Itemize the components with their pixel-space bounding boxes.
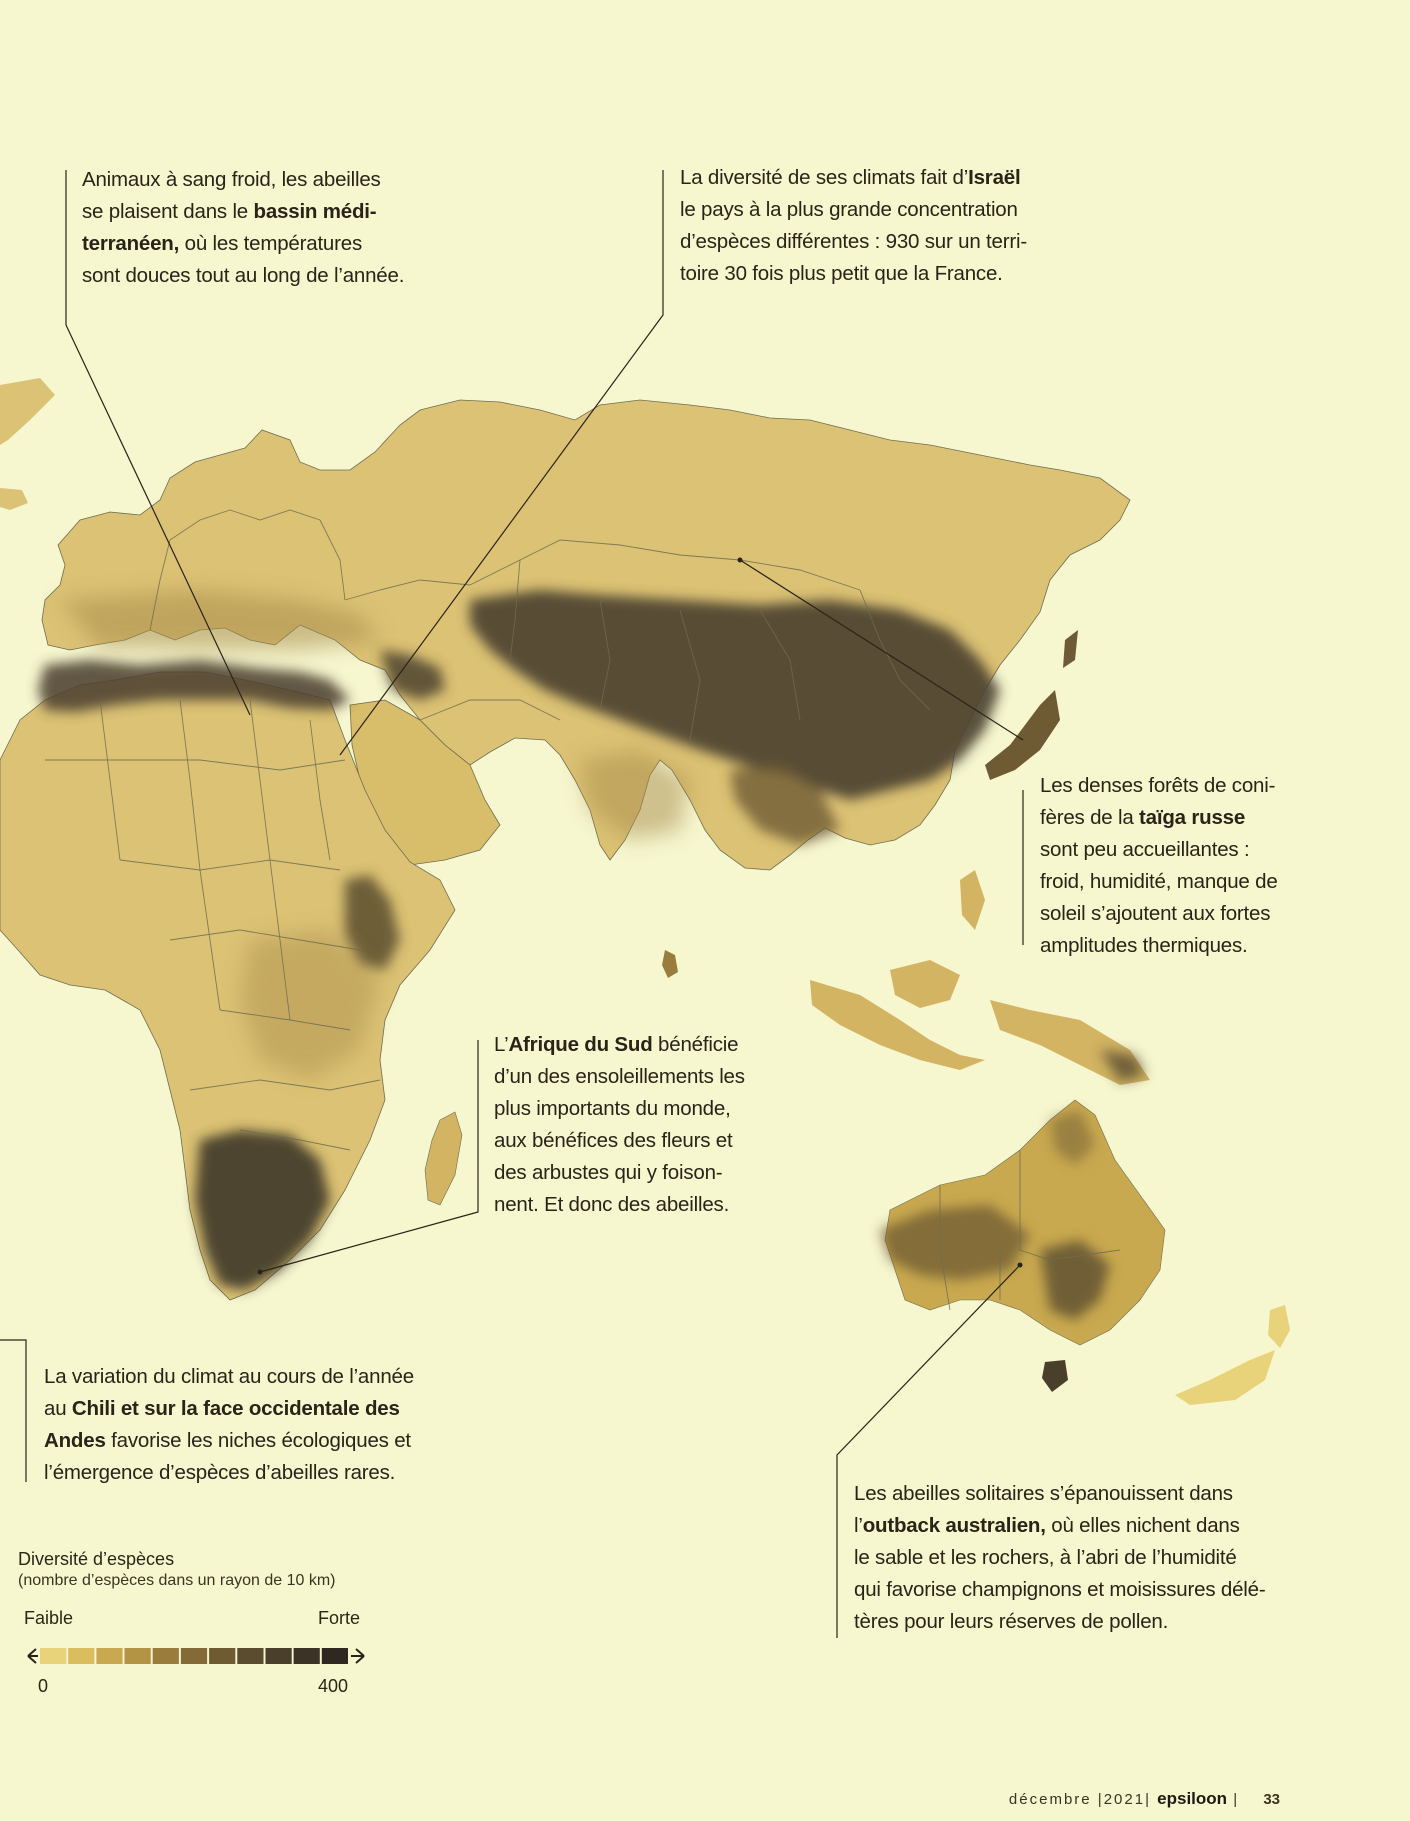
annotation-text: tères pour leurs réserves de pollen.	[854, 1610, 1169, 1633]
annotation-text: d’espèces différentes : 930 sur un terri-	[680, 230, 1027, 253]
legend-scale-cell	[294, 1648, 320, 1664]
annotation-bold-text: Andes	[44, 1429, 106, 1452]
arrow-left-icon	[28, 1649, 38, 1663]
arrow-right-icon	[351, 1649, 364, 1663]
footer-year: 2021	[1103, 1791, 1146, 1808]
annotation-text: Animaux à sang froid, les abeilles	[82, 168, 381, 191]
callout-line-chile	[0, 1340, 26, 1482]
legend-scale-cell	[40, 1648, 66, 1664]
annotation-text: des arbustes qui y foison-	[494, 1161, 723, 1184]
annotation-line	[1040, 802, 1278, 834]
annotation-bold-text: outback australien,	[862, 1514, 1046, 1537]
legend-scale-cell	[125, 1648, 151, 1664]
legend-min-value: 0	[38, 1676, 49, 1696]
landmass-sri-lanka	[662, 950, 678, 978]
callout-dot-south-africa	[258, 1270, 263, 1275]
annotation-line	[494, 1125, 745, 1157]
annotation-line	[680, 194, 1027, 226]
annotation-text: l’	[854, 1514, 863, 1537]
annotation-text: favorise les niches écologiques et	[105, 1429, 411, 1452]
annotation-text: nent. Et donc des abeilles.	[494, 1193, 730, 1216]
landmass-madagascar	[425, 1112, 462, 1205]
page-footer	[1009, 1789, 1280, 1809]
annotation-text: soleil s’ajoutent aux fortes	[1040, 902, 1271, 925]
legend-scale-cell	[209, 1648, 235, 1664]
annotation-text: où elles nichent dans	[1045, 1514, 1240, 1537]
annotation-line	[854, 1574, 1265, 1606]
annotation-text: Les denses forêts de coni-	[1040, 774, 1276, 797]
annotation-text: bénéficie	[652, 1033, 739, 1056]
annotation-bold-text: taïga russe	[1139, 806, 1246, 829]
footer-month: décembre	[1008, 1791, 1092, 1808]
annotation-line	[854, 1542, 1265, 1574]
footer-separator: |	[1097, 1791, 1104, 1808]
annotation-line	[44, 1457, 414, 1489]
annotation-text: le pays à la plus grande concentration	[680, 198, 1018, 221]
footer-separator: |	[1227, 1791, 1240, 1808]
annotation-line	[1040, 866, 1278, 898]
annotation-text: au	[44, 1397, 72, 1420]
legend-title: Diversité d’espèces	[18, 1549, 175, 1569]
annotation-line	[494, 1157, 745, 1189]
annotation-line	[82, 164, 404, 196]
legend-scale-cell	[322, 1648, 348, 1664]
annotation-text: amplitudes thermiques.	[1040, 934, 1248, 957]
annotation-text: Les abeilles solitaires s’épanouissent dans	[854, 1482, 1233, 1505]
annotation-chile	[44, 1361, 414, 1489]
annotation-text: sont peu accueillantes :	[1040, 838, 1250, 861]
annotation-text: plus importants du monde,	[494, 1097, 731, 1120]
annotation-line	[854, 1478, 1265, 1510]
annotation-line	[1040, 898, 1278, 930]
annotation-text: La diversité de ses climats fait d’	[680, 166, 969, 189]
annotation-line	[680, 162, 1027, 194]
annotation-mediterranean	[82, 164, 404, 292]
annotation-text: toire 30 fois plus petit que la France.	[680, 262, 1003, 285]
annotation-text: qui favorise champignons et moisissures délé-	[854, 1578, 1266, 1601]
legend-scale-cell	[237, 1648, 263, 1664]
legend-high-label: Forte	[318, 1608, 361, 1628]
legend-color-scale	[26, 1644, 366, 1668]
annotation-taiga	[1040, 770, 1278, 962]
annotation-line	[680, 258, 1027, 290]
annotation-text: aux bénéfices des fleurs et	[494, 1129, 733, 1152]
annotation-bold-text: bassin médi-	[253, 200, 377, 223]
landmass-tasmania	[1042, 1360, 1068, 1392]
legend	[18, 1548, 378, 1696]
landmass-greenland	[0, 378, 55, 445]
legend-scale-cell	[266, 1648, 292, 1664]
annotation-text: fères de la	[1040, 806, 1140, 829]
annotation-text: se plaisent dans le	[82, 200, 254, 223]
legend-scale-cells	[40, 1648, 348, 1664]
annotation-text: l’émergence d’espèces d’abeilles rares.	[44, 1461, 396, 1484]
annotation-text: d’un des ensoleillements les	[494, 1065, 745, 1088]
annotation-line	[854, 1606, 1265, 1638]
legend-max-value: 400	[318, 1676, 349, 1696]
annotation-bold-text: Chili et sur la face occidentale des	[71, 1397, 400, 1420]
annotation-line	[44, 1393, 414, 1425]
legend-subtitle: (nombre d’espèces dans un rayon de 10 km)	[18, 1572, 336, 1589]
legend-scale-cell	[96, 1648, 122, 1664]
landmass-new-zealand	[1175, 1305, 1290, 1405]
footer-brand: epsiloon	[1157, 1789, 1228, 1808]
annotation-line	[680, 226, 1027, 258]
annotation-line	[494, 1029, 745, 1061]
annotation-line	[494, 1061, 745, 1093]
footer-page-number: 33	[1263, 1791, 1280, 1808]
callout-dot-outback	[1018, 1263, 1023, 1268]
legend-scale-cell	[68, 1648, 94, 1664]
annotation-south-africa	[494, 1029, 745, 1221]
annotation-bold-text: terranéen,	[82, 232, 180, 255]
annotation-line	[82, 196, 404, 228]
annotation-line	[494, 1189, 745, 1221]
annotation-text: sont douces tout au long de l’année.	[82, 264, 405, 287]
legend-scale-cell	[153, 1648, 179, 1664]
annotation-text: L’	[494, 1033, 509, 1056]
annotation-line	[44, 1361, 414, 1393]
annotation-line	[82, 260, 404, 292]
annotation-line	[1040, 834, 1278, 866]
annotation-line	[1040, 930, 1278, 962]
annotation-text: le sable et les rochers, à l’abri de l’humidité	[854, 1546, 1237, 1569]
legend-scale-cell	[181, 1648, 207, 1664]
annotation-line	[1040, 770, 1278, 802]
annotation-line	[44, 1425, 414, 1457]
legend-low-label: Faible	[24, 1608, 74, 1628]
annotation-text: froid, humidité, manque de	[1040, 870, 1278, 893]
annotation-israel	[680, 162, 1027, 290]
annotation-bold-text: Israël	[968, 166, 1021, 189]
annotation-line	[494, 1093, 745, 1125]
landmass-iceland	[0, 488, 28, 510]
annotation-text: La variation du climat au cours de l’année	[44, 1365, 414, 1388]
footer-separator: |	[1145, 1791, 1158, 1808]
annotation-line	[854, 1510, 1265, 1542]
annotation-line	[82, 228, 404, 260]
annotation-bold-text: Afrique du Sud	[508, 1033, 653, 1056]
annotation-outback	[854, 1478, 1265, 1638]
annotation-text: où les températures	[179, 232, 363, 255]
callout-dot-taiga	[738, 558, 743, 563]
